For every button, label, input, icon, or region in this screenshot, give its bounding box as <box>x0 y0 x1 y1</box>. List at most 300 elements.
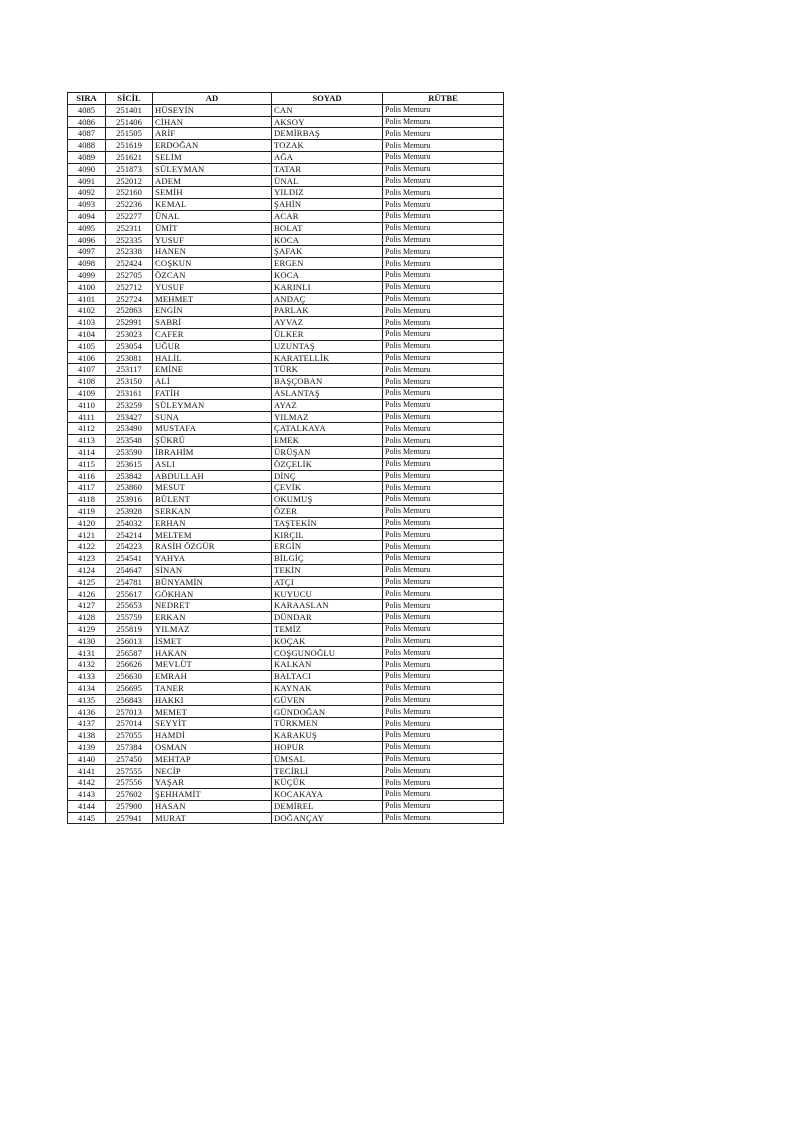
cell-soyad: ÖZER <box>272 505 383 517</box>
cell-ad: MEHMET <box>153 293 272 305</box>
table-row <box>68 741 504 753</box>
cell-sira: 4135 <box>68 694 106 706</box>
cell-sira: 4107 <box>68 364 106 376</box>
cell-sira: 4137 <box>68 718 106 730</box>
cell-ad: SABRİ <box>153 317 272 329</box>
cell-ad: ÖZCAN <box>153 269 272 281</box>
cell-rutbe: Polis Memuru <box>383 541 504 553</box>
cell-sira: 4145 <box>68 812 106 824</box>
cell-soyad: ANDAÇ <box>272 293 383 305</box>
cell-soyad: KÜÇÜK <box>272 777 383 789</box>
cell-rutbe: Polis Memuru <box>383 671 504 683</box>
cell-ad: MELTEM <box>153 529 272 541</box>
cell-sicil: 253259 <box>106 399 153 411</box>
cell-sicil: 255617 <box>106 588 153 600</box>
cell-sicil: 251621 <box>106 151 153 163</box>
cell-ad: ERKAN <box>153 612 272 624</box>
cell-sira: 4128 <box>68 612 106 624</box>
cell-sira: 4088 <box>68 140 106 152</box>
table-row <box>68 199 504 211</box>
table-row <box>68 494 504 506</box>
cell-sira: 4139 <box>68 741 106 753</box>
cell-rutbe: Polis Memuru <box>383 340 504 352</box>
cell-sicil: 253117 <box>106 364 153 376</box>
cell-sicil: 255819 <box>106 623 153 635</box>
cell-ad: MURAT <box>153 812 272 824</box>
cell-ad: BÜNYAMİN <box>153 576 272 588</box>
cell-sira: 4131 <box>68 647 106 659</box>
cell-ad: ERDOĞAN <box>153 140 272 152</box>
cell-ad: SEYYİT <box>153 718 272 730</box>
table-row <box>68 753 504 765</box>
cell-soyad: TAŞTEKİN <box>272 517 383 529</box>
cell-sicil: 256843 <box>106 694 153 706</box>
cell-soyad: TECİRLİ <box>272 765 383 777</box>
table-row <box>68 553 504 565</box>
cell-sira: 4119 <box>68 505 106 517</box>
cell-ad: HÜSEYİN <box>153 104 272 116</box>
cell-ad: SERKAN <box>153 505 272 517</box>
cell-rutbe: Polis Memuru <box>383 730 504 742</box>
cell-ad: RASİH ÖZGÜR <box>153 541 272 553</box>
cell-rutbe: Polis Memuru <box>383 576 504 588</box>
cell-sira: 4124 <box>68 564 106 576</box>
cell-soyad: ÜMSAL <box>272 753 383 765</box>
table-row <box>68 659 504 671</box>
cell-soyad: ATÇI <box>272 576 383 588</box>
cell-soyad: AYAZ <box>272 399 383 411</box>
cell-sira: 4115 <box>68 458 106 470</box>
cell-rutbe: Polis Memuru <box>383 564 504 576</box>
cell-rutbe: Polis Memuru <box>383 623 504 635</box>
table-row <box>68 281 504 293</box>
cell-sira: 4109 <box>68 387 106 399</box>
cell-ad: YUSUF <box>153 281 272 293</box>
cell-rutbe: Polis Memuru <box>383 446 504 458</box>
cell-soyad: YILDIZ <box>272 187 383 199</box>
cell-sira: 4085 <box>68 104 106 116</box>
table-row <box>68 175 504 187</box>
cell-soyad: DÜNDAR <box>272 612 383 624</box>
cell-sicil: 252311 <box>106 222 153 234</box>
cell-ad: ADEM <box>153 175 272 187</box>
column-header-soyad: SOYAD <box>272 93 383 105</box>
column-header-sicil: SİCİL <box>106 93 153 105</box>
cell-soyad: KOÇAK <box>272 635 383 647</box>
cell-soyad: YILMAZ <box>272 411 383 423</box>
cell-sicil: 257555 <box>106 765 153 777</box>
cell-rutbe: Polis Memuru <box>383 635 504 647</box>
table-row <box>68 777 504 789</box>
cell-rutbe: Polis Memuru <box>383 800 504 812</box>
table-row <box>68 352 504 364</box>
table-row <box>68 446 504 458</box>
cell-soyad: EMEK <box>272 435 383 447</box>
cell-ad: ERHAN <box>153 517 272 529</box>
cell-sicil: 253150 <box>106 376 153 388</box>
cell-sira: 4092 <box>68 187 106 199</box>
cell-sicil: 254032 <box>106 517 153 529</box>
cell-sicil: 252991 <box>106 317 153 329</box>
cell-ad: YAŞAR <box>153 777 272 789</box>
cell-soyad: ERGEN <box>272 258 383 270</box>
table-row <box>68 411 504 423</box>
cell-soyad: GÜNDOĞAN <box>272 706 383 718</box>
cell-soyad: ÖZÇELİK <box>272 458 383 470</box>
cell-ad: FATİH <box>153 387 272 399</box>
cell-sira: 4112 <box>68 423 106 435</box>
table-row <box>68 482 504 494</box>
cell-sira: 4125 <box>68 576 106 588</box>
cell-soyad: KARINLI <box>272 281 383 293</box>
table-row <box>68 293 504 305</box>
cell-ad: ASLI <box>153 458 272 470</box>
cell-sira: 4134 <box>68 682 106 694</box>
cell-ad: MEHTAP <box>153 753 272 765</box>
cell-soyad: ÇATALKAYA <box>272 423 383 435</box>
cell-ad: İBRAHİM <box>153 446 272 458</box>
cell-ad: KEMAL <box>153 199 272 211</box>
cell-rutbe: Polis Memuru <box>383 376 504 388</box>
cell-ad: TANER <box>153 682 272 694</box>
cell-sira: 4136 <box>68 706 106 718</box>
cell-rutbe: Polis Memuru <box>383 470 504 482</box>
cell-sira: 4132 <box>68 659 106 671</box>
cell-sicil: 253928 <box>106 505 153 517</box>
cell-rutbe: Polis Memuru <box>383 682 504 694</box>
cell-sicil: 253054 <box>106 340 153 352</box>
cell-rutbe: Polis Memuru <box>383 116 504 128</box>
cell-sicil: 253548 <box>106 435 153 447</box>
cell-soyad: DİNÇ <box>272 470 383 482</box>
cell-soyad: ÜNAL <box>272 175 383 187</box>
cell-rutbe: Polis Memuru <box>383 104 504 116</box>
cell-rutbe: Polis Memuru <box>383 753 504 765</box>
cell-rutbe: Polis Memuru <box>383 777 504 789</box>
cell-soyad: BALTACI <box>272 671 383 683</box>
cell-sira: 4087 <box>68 128 106 140</box>
cell-rutbe: Polis Memuru <box>383 222 504 234</box>
table-row <box>68 576 504 588</box>
cell-sira: 4103 <box>68 317 106 329</box>
cell-sicil: 255759 <box>106 612 153 624</box>
cell-ad: GÖKHAN <box>153 588 272 600</box>
cell-sira: 4120 <box>68 517 106 529</box>
cell-soyad: ŞAHİN <box>272 199 383 211</box>
table-row <box>68 317 504 329</box>
cell-ad: CİHAN <box>153 116 272 128</box>
cell-sira: 4102 <box>68 305 106 317</box>
cell-ad: UĞUR <box>153 340 272 352</box>
table-row <box>68 222 504 234</box>
cell-sira: 4130 <box>68 635 106 647</box>
cell-rutbe: Polis Memuru <box>383 553 504 565</box>
cell-rutbe: Polis Memuru <box>383 246 504 258</box>
cell-sira: 4122 <box>68 541 106 553</box>
cell-soyad: ŞAFAK <box>272 246 383 258</box>
cell-sicil: 252712 <box>106 281 153 293</box>
cell-rutbe: Polis Memuru <box>383 151 504 163</box>
cell-ad: SEMİH <box>153 187 272 199</box>
table-row <box>68 364 504 376</box>
cell-soyad: DEMİREL <box>272 800 383 812</box>
cell-soyad: KALKAN <box>272 659 383 671</box>
cell-rutbe: Polis Memuru <box>383 187 504 199</box>
cell-soyad: HOPUR <box>272 741 383 753</box>
cell-sicil: 257450 <box>106 753 153 765</box>
cell-sicil: 252160 <box>106 187 153 199</box>
cell-sira: 4127 <box>68 600 106 612</box>
cell-soyad: AKSOY <box>272 116 383 128</box>
cell-sira: 4123 <box>68 553 106 565</box>
cell-rutbe: Polis Memuru <box>383 529 504 541</box>
cell-sira: 4116 <box>68 470 106 482</box>
cell-soyad: PARLAK <box>272 305 383 317</box>
cell-ad: COŞKUN <box>153 258 272 270</box>
table-row <box>68 694 504 706</box>
cell-sira: 4144 <box>68 800 106 812</box>
cell-sira: 4101 <box>68 293 106 305</box>
cell-sira: 4121 <box>68 529 106 541</box>
cell-rutbe: Polis Memuru <box>383 741 504 753</box>
cell-ad: SÜLEYMAN <box>153 163 272 175</box>
cell-soyad: ÜLKER <box>272 328 383 340</box>
cell-rutbe: Polis Memuru <box>383 494 504 506</box>
cell-sira: 4089 <box>68 151 106 163</box>
cell-sira: 4105 <box>68 340 106 352</box>
cell-sira: 4133 <box>68 671 106 683</box>
cell-soyad: KAYNAK <box>272 682 383 694</box>
cell-sicil: 256695 <box>106 682 153 694</box>
table-row <box>68 234 504 246</box>
cell-ad: ABDULLAH <box>153 470 272 482</box>
cell-rutbe: Polis Memuru <box>383 163 504 175</box>
cell-sicil: 251505 <box>106 128 153 140</box>
cell-sicil: 253590 <box>106 446 153 458</box>
cell-sira: 4126 <box>68 588 106 600</box>
cell-soyad: TEMİZ <box>272 623 383 635</box>
cell-sira: 4091 <box>68 175 106 187</box>
cell-sicil: 253615 <box>106 458 153 470</box>
table-row <box>68 682 504 694</box>
cell-rutbe: Polis Memuru <box>383 293 504 305</box>
cell-ad: ŞÜKRÜ <box>153 435 272 447</box>
cell-sicil: 257384 <box>106 741 153 753</box>
cell-rutbe: Polis Memuru <box>383 305 504 317</box>
cell-rutbe: Polis Memuru <box>383 411 504 423</box>
cell-soyad: KARAKUŞ <box>272 730 383 742</box>
cell-sicil: 251406 <box>106 116 153 128</box>
cell-ad: ARİF <box>153 128 272 140</box>
table-row <box>68 187 504 199</box>
cell-sira: 4106 <box>68 352 106 364</box>
cell-ad: HAMDİ <box>153 730 272 742</box>
cell-sicil: 254214 <box>106 529 153 541</box>
cell-sira: 4142 <box>68 777 106 789</box>
cell-rutbe: Polis Memuru <box>383 812 504 824</box>
cell-sira: 4098 <box>68 258 106 270</box>
column-header-sira: SIRA <box>68 93 106 105</box>
table-row <box>68 470 504 482</box>
cell-soyad: BOLAT <box>272 222 383 234</box>
table-row <box>68 671 504 683</box>
cell-ad: SİNAN <box>153 564 272 576</box>
cell-rutbe: Polis Memuru <box>383 647 504 659</box>
cell-sira: 4094 <box>68 210 106 222</box>
cell-sicil: 254223 <box>106 541 153 553</box>
cell-soyad: KOCA <box>272 269 383 281</box>
cell-soyad: ACAR <box>272 210 383 222</box>
cell-rutbe: Polis Memuru <box>383 128 504 140</box>
cell-ad: MEMET <box>153 706 272 718</box>
cell-sicil: 252236 <box>106 199 153 211</box>
table-row <box>68 706 504 718</box>
table-row <box>68 435 504 447</box>
table-row <box>68 529 504 541</box>
cell-ad: BÜLENT <box>153 494 272 506</box>
cell-sicil: 254647 <box>106 564 153 576</box>
cell-sicil: 256626 <box>106 659 153 671</box>
table-row <box>68 517 504 529</box>
cell-rutbe: Polis Memuru <box>383 317 504 329</box>
cell-ad: EMİNE <box>153 364 272 376</box>
cell-sira: 4100 <box>68 281 106 293</box>
cell-soyad: TATAR <box>272 163 383 175</box>
cell-soyad: ÜRÜŞAN <box>272 446 383 458</box>
cell-sicil: 257941 <box>106 812 153 824</box>
cell-sira: 4117 <box>68 482 106 494</box>
cell-sicil: 254541 <box>106 553 153 565</box>
table-row <box>68 328 504 340</box>
cell-ad: NECİP <box>153 765 272 777</box>
cell-rutbe: Polis Memuru <box>383 517 504 529</box>
cell-sicil: 253842 <box>106 470 153 482</box>
personnel-table <box>67 92 504 824</box>
cell-soyad: OKUMUŞ <box>272 494 383 506</box>
cell-ad: HANEN <box>153 246 272 258</box>
cell-sicil: 253023 <box>106 328 153 340</box>
table-row <box>68 376 504 388</box>
cell-ad: ENGİN <box>153 305 272 317</box>
cell-sira: 4104 <box>68 328 106 340</box>
cell-sira: 4129 <box>68 623 106 635</box>
cell-sicil: 257013 <box>106 706 153 718</box>
cell-rutbe: Polis Memuru <box>383 694 504 706</box>
cell-soyad: KARAASLAN <box>272 600 383 612</box>
cell-rutbe: Polis Memuru <box>383 765 504 777</box>
cell-ad: ÜNAL <box>153 210 272 222</box>
table-row <box>68 800 504 812</box>
cell-rutbe: Polis Memuru <box>383 210 504 222</box>
cell-sira: 4093 <box>68 199 106 211</box>
table-row <box>68 635 504 647</box>
cell-sira: 4086 <box>68 116 106 128</box>
cell-sira: 4114 <box>68 446 106 458</box>
column-header-ad: AD <box>153 93 272 105</box>
cell-sicil: 256587 <box>106 647 153 659</box>
cell-sicil: 253081 <box>106 352 153 364</box>
cell-rutbe: Polis Memuru <box>383 458 504 470</box>
cell-rutbe: Polis Memuru <box>383 588 504 600</box>
cell-ad: ÜMİT <box>153 222 272 234</box>
cell-ad: MESUT <box>153 482 272 494</box>
cell-sicil: 257602 <box>106 789 153 801</box>
cell-sira: 4097 <box>68 246 106 258</box>
cell-ad: CAFER <box>153 328 272 340</box>
cell-soyad: ASLANTAŞ <box>272 387 383 399</box>
cell-sicil: 252335 <box>106 234 153 246</box>
cell-soyad: KOCA <box>272 234 383 246</box>
table-row <box>68 399 504 411</box>
table-row <box>68 246 504 258</box>
cell-ad: MEVLÜT <box>153 659 272 671</box>
cell-soyad: TEKİN <box>272 564 383 576</box>
cell-sicil: 252724 <box>106 293 153 305</box>
cell-sira: 4110 <box>68 399 106 411</box>
table-row <box>68 623 504 635</box>
cell-rutbe: Polis Memuru <box>383 258 504 270</box>
cell-rutbe: Polis Memuru <box>383 199 504 211</box>
cell-rutbe: Polis Memuru <box>383 281 504 293</box>
cell-ad: HAKKI <box>153 694 272 706</box>
cell-rutbe: Polis Memuru <box>383 789 504 801</box>
cell-ad: OSMAN <box>153 741 272 753</box>
table-row <box>68 140 504 152</box>
cell-soyad: UZUNTAŞ <box>272 340 383 352</box>
cell-sira: 4141 <box>68 765 106 777</box>
cell-soyad: GÜVEN <box>272 694 383 706</box>
cell-sicil: 257055 <box>106 730 153 742</box>
cell-rutbe: Polis Memuru <box>383 352 504 364</box>
table-row <box>68 387 504 399</box>
cell-rutbe: Polis Memuru <box>383 659 504 671</box>
cell-rutbe: Polis Memuru <box>383 140 504 152</box>
cell-ad: SÜLEYMAN <box>153 399 272 411</box>
cell-sicil: 251873 <box>106 163 153 175</box>
cell-rutbe: Polis Memuru <box>383 364 504 376</box>
table-row <box>68 647 504 659</box>
cell-sira: 4118 <box>68 494 106 506</box>
cell-sicil: 252012 <box>106 175 153 187</box>
cell-ad: HALİL <box>153 352 272 364</box>
cell-rutbe: Polis Memuru <box>383 435 504 447</box>
cell-sira: 4090 <box>68 163 106 175</box>
cell-sira: 4099 <box>68 269 106 281</box>
cell-sicil: 253161 <box>106 387 153 399</box>
cell-sicil: 257900 <box>106 800 153 812</box>
cell-sicil: 253916 <box>106 494 153 506</box>
cell-ad: MUSTAFA <box>153 423 272 435</box>
cell-sicil: 253860 <box>106 482 153 494</box>
cell-sira: 4095 <box>68 222 106 234</box>
table-row <box>68 541 504 553</box>
cell-sicil: 252863 <box>106 305 153 317</box>
cell-sicil: 253490 <box>106 423 153 435</box>
table-row <box>68 730 504 742</box>
table-row <box>68 340 504 352</box>
cell-sicil: 252424 <box>106 258 153 270</box>
cell-rutbe: Polis Memuru <box>383 718 504 730</box>
cell-sira: 4111 <box>68 411 106 423</box>
table-row <box>68 423 504 435</box>
table-row <box>68 789 504 801</box>
cell-sicil: 251401 <box>106 104 153 116</box>
cell-sicil: 252277 <box>106 210 153 222</box>
cell-rutbe: Polis Memuru <box>383 612 504 624</box>
cell-rutbe: Polis Memuru <box>383 706 504 718</box>
cell-ad: HASAN <box>153 800 272 812</box>
table-row <box>68 564 504 576</box>
